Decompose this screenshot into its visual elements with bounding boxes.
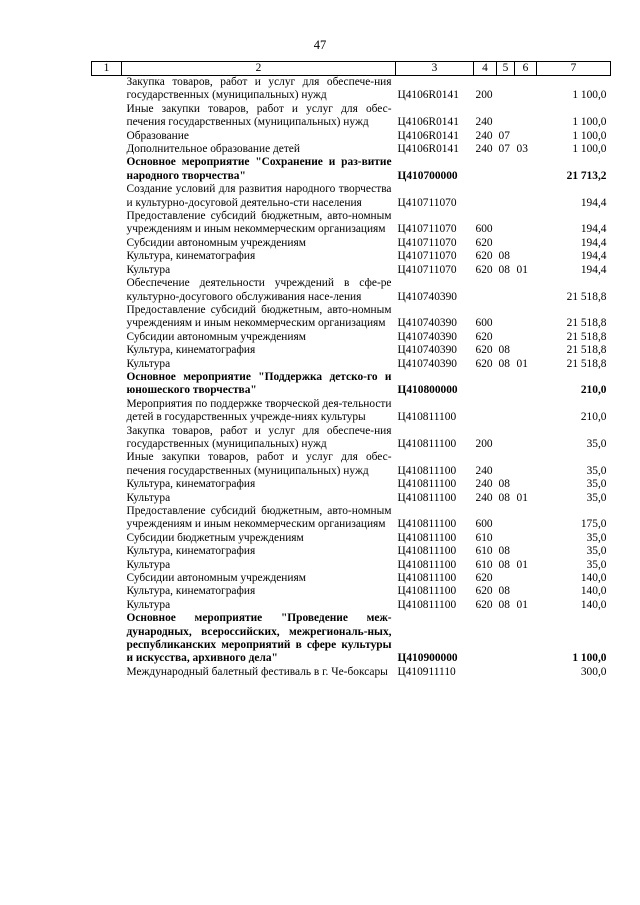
row-section-cell: [497, 371, 515, 398]
table-row: [92, 425, 611, 452]
row-subsection-cell: [515, 451, 537, 478]
row-sum-cell: 35,0: [586, 558, 607, 571]
row-sum-cell: 35,0: [586, 478, 607, 491]
table-row: [92, 103, 611, 130]
row-section-cell: 08: [498, 545, 510, 558]
row-name-cell: Создание условий для развития народного творчества и культурно-досуговой деятельно-сти населения: [126, 183, 392, 209]
row-name-cell: Закупка товаров, работ и услуг для обеспече-ния государственных (муниципальных) нужд: [126, 76, 392, 102]
row-section-cell: [497, 425, 515, 452]
row-name-cell: Основное мероприятие "Сохранение и раз-витие народного творчества": [126, 156, 392, 182]
column-header: 4: [474, 62, 497, 76]
table-row: [92, 237, 611, 250]
table-row: [92, 264, 611, 277]
column-header: 2: [122, 62, 396, 76]
row-number-cell: [92, 478, 122, 491]
row-name-cell: Культура, кинематография: [126, 344, 256, 357]
row-section-cell: 08: [498, 558, 510, 571]
row-subsection-cell: [515, 398, 537, 425]
row-code-cell: Ц410811100: [397, 598, 457, 611]
row-name-cell: Иные закупки товаров, работ и услуг для обес-печения государственных (муниципальных) нужд: [126, 102, 392, 129]
column-header: 1: [92, 62, 122, 76]
table-row: [92, 277, 611, 304]
row-section-cell: [497, 532, 515, 545]
row-section-cell: [497, 237, 515, 250]
row-subsection-cell: 01: [516, 558, 528, 571]
row-name-cell: Основное мероприятие "Поддержка детско-го и юношеского творчества": [126, 370, 392, 397]
row-code-cell: Ц410740390: [397, 357, 457, 370]
row-section-cell: [497, 183, 515, 210]
row-section-cell: [497, 156, 515, 183]
row-code-cell: Ц410900000: [397, 652, 458, 665]
row-code-cell: Ц410800000: [397, 384, 458, 397]
row-sum-cell: 140,0: [580, 598, 607, 611]
row-number-cell: [92, 532, 122, 545]
row-name-cell: Культура: [126, 263, 171, 276]
row-subsection-cell: [515, 478, 537, 491]
row-code-cell: Ц410740390: [397, 290, 457, 303]
row-type-cell: 620: [475, 357, 493, 370]
row-subsection-cell: [515, 371, 537, 398]
row-section-cell: 08: [498, 357, 510, 370]
row-number-cell: [92, 666, 122, 679]
row-subsection-cell: [515, 532, 537, 545]
row-sum-cell: 21 518,8: [566, 290, 607, 303]
row-subsection-cell: [515, 210, 537, 237]
row-section-cell: [497, 331, 515, 344]
row-code-cell: Ц410740390: [397, 330, 457, 343]
row-type-cell: 620: [475, 236, 493, 249]
row-type-cell: [474, 183, 497, 210]
table-row: [92, 331, 611, 344]
row-section-cell: [497, 666, 515, 679]
row-subsection-cell: [515, 425, 537, 452]
row-type-cell: 620: [475, 344, 493, 357]
row-number-cell: [92, 505, 122, 532]
row-number-cell: [92, 250, 122, 263]
row-name-cell: Субсидии автономным учреждениям: [126, 236, 306, 249]
row-code-cell: Ц410811100: [397, 491, 457, 504]
row-number-cell: [92, 572, 122, 585]
table-row: [92, 304, 611, 331]
row-name-cell: Обеспечение деятельности учреждений в сфе-ре культурно-досугового обслуживания насе-ления: [126, 277, 392, 303]
row-type-cell: 610: [475, 545, 493, 558]
row-code-cell: Ц4106R0141: [397, 143, 459, 156]
row-subsection-cell: [515, 76, 537, 103]
column-header: 6: [515, 62, 537, 76]
row-sum-cell: 21 518,8: [566, 357, 607, 370]
row-number-cell: [92, 599, 122, 612]
row-type-cell: 620: [475, 263, 493, 276]
table-header-row: [92, 62, 611, 76]
row-section-cell: 08: [498, 250, 510, 263]
row-number-cell: [92, 344, 122, 357]
row-sum-cell: 1 100,0: [572, 129, 607, 142]
row-sum-cell: 35,0: [586, 545, 607, 558]
row-number-cell: [92, 398, 122, 425]
table-row: [92, 559, 611, 572]
row-sum-cell: 1 100,0: [572, 89, 607, 102]
row-number-cell: [92, 331, 122, 344]
row-code-cell: Ц410811100: [397, 464, 457, 477]
row-name-cell: Культура: [126, 558, 171, 571]
row-subsection-cell: [515, 505, 537, 532]
row-subsection-cell: [515, 237, 537, 250]
row-sum-cell: 1 100,0: [572, 143, 607, 156]
row-name-cell: Культура, кинематография: [126, 545, 256, 558]
row-code-cell: Ц410711070: [397, 196, 457, 209]
row-number-cell: [92, 143, 122, 156]
row-name-cell: Субсидии автономным учреждениям: [126, 330, 306, 343]
row-subsection-cell: [515, 572, 537, 585]
row-code-cell: Ц410811100: [397, 531, 457, 544]
row-number-cell: [92, 371, 122, 398]
row-subsection-cell: 01: [516, 598, 528, 611]
row-name-cell: Культура, кинематография: [126, 585, 256, 598]
table-row: [92, 358, 611, 371]
page-number: 47: [313, 38, 327, 52]
row-name-cell: Предоставление субсидий бюджетным, авто-номным учреждениям и иным некоммерческим организациям: [126, 505, 392, 531]
row-number-cell: [92, 612, 122, 666]
row-sum-cell: 194,4: [580, 236, 607, 249]
row-type-cell: 600: [475, 223, 493, 236]
row-sum-cell: 300,0: [580, 665, 607, 678]
row-subsection-cell: 01: [516, 491, 528, 504]
row-sum-cell: 194,4: [580, 263, 607, 276]
row-code-cell: Ц410711070: [397, 223, 457, 236]
row-sum-cell: 210,0: [580, 384, 607, 397]
row-code-cell: Ц410740390: [397, 344, 457, 357]
row-type-cell: 600: [475, 317, 493, 330]
table-row: [92, 451, 611, 478]
row-number-cell: [92, 183, 122, 210]
table-row: [92, 585, 611, 598]
row-sum-cell: 175,0: [580, 518, 607, 531]
row-name-cell: Субсидии бюджетным учреждениям: [126, 531, 304, 544]
row-code-cell: Ц4106R0141: [397, 116, 459, 129]
row-section-cell: [497, 277, 515, 304]
row-code-cell: Ц410811100: [397, 558, 457, 571]
row-subsection-cell: [515, 612, 537, 666]
row-name-cell: Мероприятия по поддержке творческой дея-тельности детей в государственных учрежде-ниях культуры: [126, 397, 392, 424]
row-sum-cell: 194,4: [580, 250, 607, 263]
row-type-cell: [474, 371, 497, 398]
column-header: 5: [497, 62, 515, 76]
row-sum-cell: 35,0: [586, 437, 607, 450]
row-code-cell: Ц4106R0141: [397, 129, 459, 142]
row-type-cell: 240: [475, 143, 493, 156]
row-section-cell: 08: [498, 478, 510, 491]
row-type-cell: 620: [475, 598, 493, 611]
table-row: [92, 505, 611, 532]
table-row: [92, 599, 611, 612]
row-subsection-cell: [515, 585, 537, 598]
row-code-cell: Ц410811100: [397, 572, 457, 585]
table-row: [92, 666, 611, 679]
row-number-cell: [92, 237, 122, 250]
row-code-cell: Ц410811100: [397, 545, 457, 558]
table-row: [92, 532, 611, 545]
row-section-cell: 08: [498, 344, 510, 357]
row-number-cell: [92, 130, 122, 143]
table-row: [92, 130, 611, 143]
row-code-cell: Ц410811100: [397, 411, 457, 424]
row-section-cell: [497, 76, 515, 103]
row-code-cell: Ц410811100: [397, 478, 457, 491]
row-name-cell: Иные закупки товаров, работ и услуг для обес-печения государственных (муниципальных) нужд: [126, 451, 392, 477]
table-body: [92, 76, 611, 680]
row-name-cell: Предоставление субсидий бюджетным, авто-номным учреждениям и иным некоммерческим организациям: [126, 210, 392, 236]
table-row: [92, 250, 611, 263]
table-row: [92, 143, 611, 156]
row-sum-cell: 35,0: [586, 491, 607, 504]
row-sum-cell: 194,4: [580, 223, 607, 236]
row-code-cell: Ц410700000: [397, 169, 458, 182]
row-section-cell: 07: [498, 143, 510, 156]
row-type-cell: 600: [475, 518, 493, 531]
table-row: [92, 572, 611, 585]
row-code-cell: Ц410811100: [397, 437, 457, 450]
table-row: [92, 76, 611, 103]
row-name-cell: Основное мероприятие "Проведение меж-дународных, всероссийских, межрегиональ-ных, республиканских мероприятий в сфере культуры и искусства, архивного дела": [126, 612, 392, 665]
row-number-cell: [92, 103, 122, 130]
row-subsection-cell: 03: [516, 143, 528, 156]
row-code-cell: Ц410711070: [397, 236, 457, 249]
table-row: [92, 478, 611, 491]
row-sum-cell: 1 100,0: [572, 652, 607, 665]
row-name-cell: Образование: [126, 129, 189, 142]
row-number-cell: [92, 76, 122, 103]
row-type-cell: 240: [475, 478, 493, 491]
row-number-cell: [92, 425, 122, 452]
table-row: [92, 371, 611, 398]
row-code-cell: Ц410711070: [397, 263, 457, 276]
table-row: [92, 492, 611, 505]
row-name-cell: Субсидии автономным учреждениям: [126, 572, 306, 585]
row-type-cell: [474, 398, 497, 425]
row-section-cell: 07: [498, 129, 510, 142]
row-name-cell: Международный балетный фестиваль в г. Че-боксары: [126, 665, 388, 678]
row-subsection-cell: [515, 156, 537, 183]
row-code-cell: Ц410740390: [397, 317, 457, 330]
row-name-cell: Культура: [126, 491, 171, 504]
row-type-cell: [474, 277, 497, 304]
row-number-cell: [92, 156, 122, 183]
row-type-cell: [474, 612, 497, 666]
row-number-cell: [92, 210, 122, 237]
row-section-cell: 08: [498, 491, 510, 504]
row-subsection-cell: [515, 183, 537, 210]
row-sum-cell: 35,0: [586, 531, 607, 544]
budget-table: [91, 61, 611, 679]
row-sum-cell: 21 518,8: [566, 330, 607, 343]
row-number-cell: [92, 585, 122, 598]
row-name-cell: Культура, кинематография: [126, 250, 256, 263]
row-subsection-cell: [515, 277, 537, 304]
row-section-cell: [497, 398, 515, 425]
row-sum-cell: 21 518,8: [566, 317, 607, 330]
row-number-cell: [92, 492, 122, 505]
row-subsection-cell: 01: [516, 263, 528, 276]
row-name-cell: Предоставление субсидий бюджетным, авто-номным учреждениям и иным некоммерческим организациям: [126, 303, 392, 330]
row-name-cell: Культура: [126, 357, 171, 370]
table-row: [92, 612, 611, 666]
row-subsection-cell: [515, 304, 537, 331]
row-sum-cell: 35,0: [586, 464, 607, 477]
row-type-cell: 610: [475, 558, 493, 571]
row-section-cell: [497, 612, 515, 666]
row-sum-cell: 21 713,2: [566, 169, 607, 182]
row-subsection-cell: [515, 344, 537, 357]
row-type-cell: [474, 666, 497, 679]
table-row: [92, 398, 611, 425]
table-row: [92, 210, 611, 237]
row-code-cell: Ц410811100: [397, 518, 457, 531]
row-name-cell: Культура: [126, 598, 171, 611]
row-number-cell: [92, 559, 122, 572]
row-sum-cell: 1 100,0: [572, 116, 607, 129]
row-name-cell: Закупка товаров, работ и услуг для обеспече-ния государственных (муниципальных) нужд: [126, 424, 392, 450]
row-section-cell: 08: [498, 598, 510, 611]
row-section-cell: [497, 572, 515, 585]
row-number-cell: [92, 304, 122, 331]
row-type-cell: 620: [475, 585, 493, 598]
table-row: [92, 183, 611, 210]
row-subsection-cell: [515, 250, 537, 263]
row-name-cell: Культура, кинематография: [126, 478, 256, 491]
row-number-cell: [92, 264, 122, 277]
row-sum-cell: 140,0: [580, 585, 607, 598]
row-type-cell: 240: [475, 491, 493, 504]
row-sum-cell: 210,0: [580, 411, 607, 424]
row-number-cell: [92, 358, 122, 371]
row-section-cell: 08: [498, 585, 510, 598]
row-type-cell: 200: [475, 89, 493, 102]
column-header: 7: [537, 62, 611, 76]
table-row: [92, 156, 611, 183]
table-row: [92, 545, 611, 558]
row-subsection-cell: [515, 130, 537, 143]
row-type-cell: 240: [475, 129, 493, 142]
row-section-cell: [497, 505, 515, 532]
row-subsection-cell: 01: [516, 357, 528, 370]
row-section-cell: [497, 304, 515, 331]
row-section-cell: 08: [498, 263, 510, 276]
table-row: [92, 344, 611, 357]
row-section-cell: [497, 103, 515, 130]
row-code-cell: Ц4106R0141: [397, 89, 459, 102]
row-type-cell: 610: [475, 531, 493, 544]
row-section-cell: [497, 451, 515, 478]
row-code-cell: Ц410811100: [397, 585, 457, 598]
column-header: 3: [396, 62, 474, 76]
row-sum-cell: 194,4: [580, 196, 607, 209]
row-subsection-cell: [515, 331, 537, 344]
row-sum-cell: 140,0: [580, 572, 607, 585]
row-section-cell: [497, 210, 515, 237]
row-code-cell: Ц410911110: [397, 665, 456, 678]
row-type-cell: [474, 156, 497, 183]
row-number-cell: [92, 277, 122, 304]
row-type-cell: 620: [475, 330, 493, 343]
row-subsection-cell: [515, 103, 537, 130]
row-code-cell: Ц410711070: [397, 250, 457, 263]
row-number-cell: [92, 451, 122, 478]
row-name-cell: Дополнительное образование детей: [126, 143, 300, 156]
row-type-cell: 200: [475, 437, 493, 450]
row-type-cell: 620: [475, 250, 493, 263]
row-type-cell: 240: [475, 116, 493, 129]
row-subsection-cell: [515, 666, 537, 679]
row-type-cell: 240: [475, 464, 493, 477]
row-number-cell: [92, 545, 122, 558]
row-subsection-cell: [515, 545, 537, 558]
row-type-cell: 620: [475, 572, 493, 585]
row-sum-cell: 21 518,8: [566, 344, 607, 357]
